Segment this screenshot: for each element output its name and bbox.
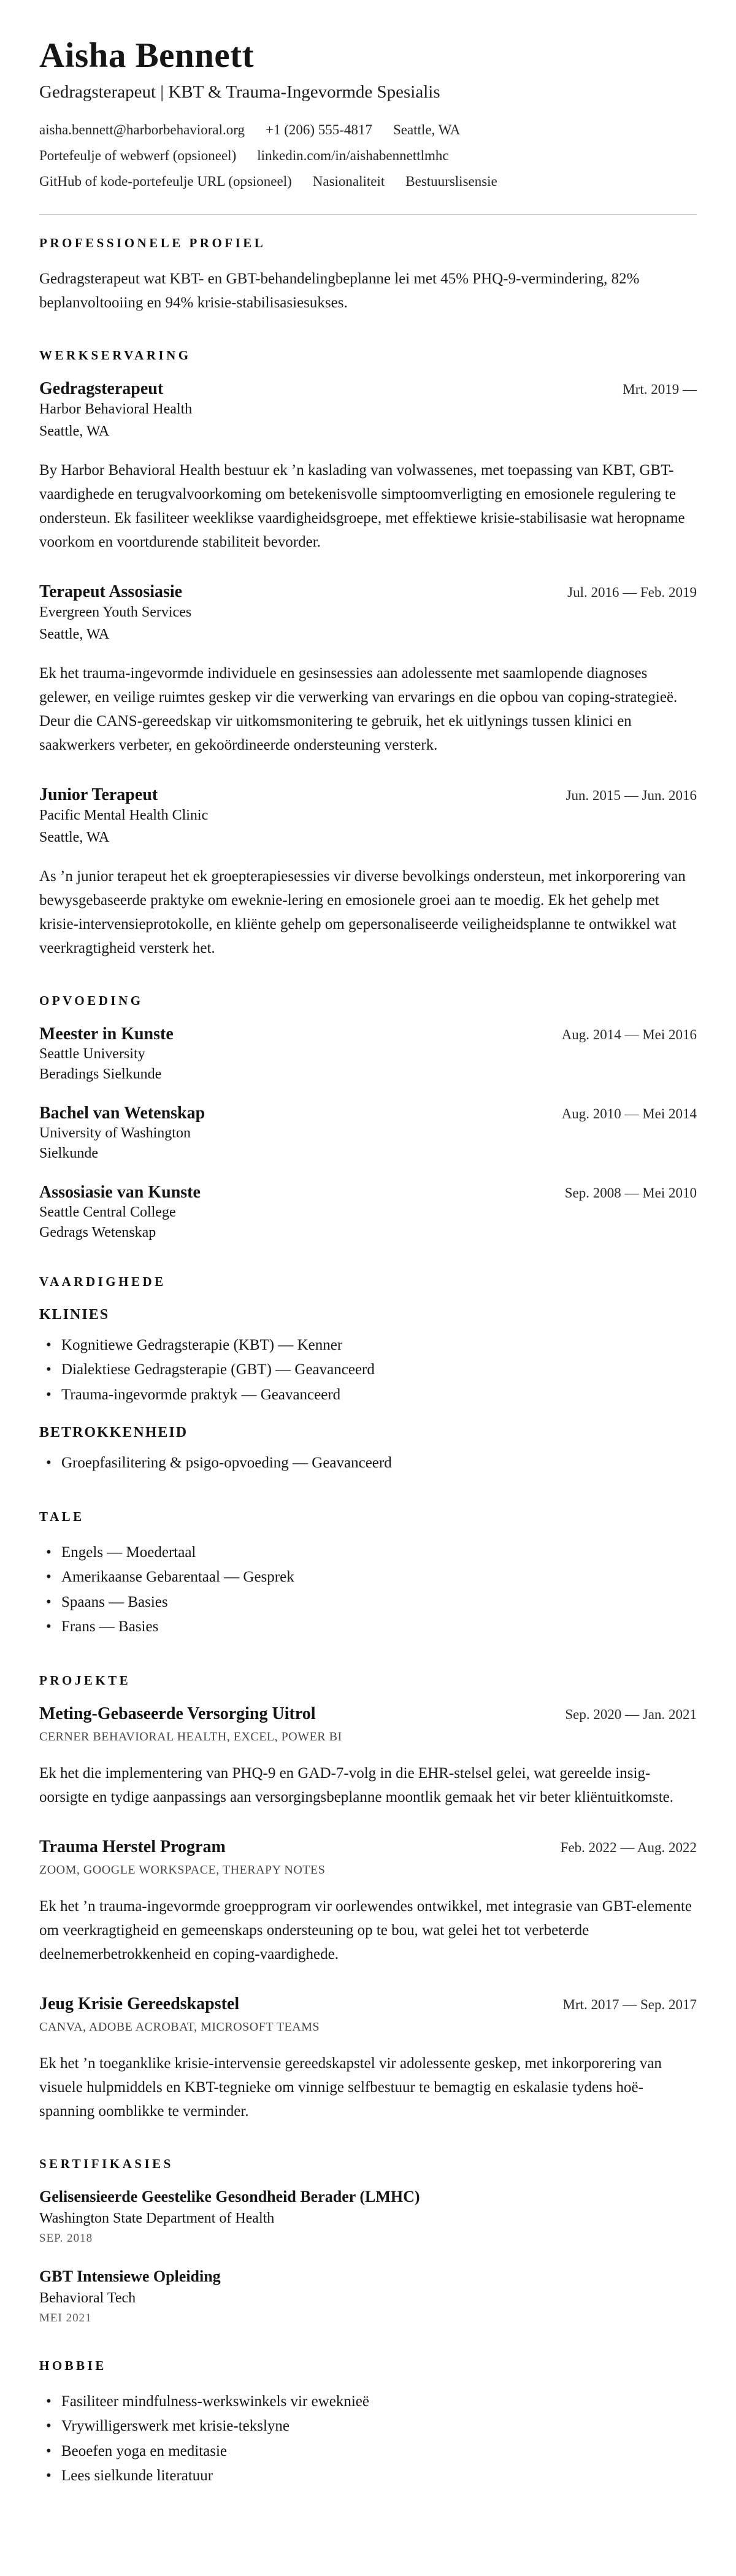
skill-list	[39, 1333, 697, 1408]
driving-license-text: Bestuurslisensie	[405, 173, 497, 189]
education-entry-head	[39, 1104, 697, 1123]
project-description: Ek het ’n trauma-ingevormde groepprogram vir oorlewendes ontwikkel, met integrasie van GBT-elemente om veerkragtigheid en gemeenskaps ondersteuning op te bou, wat gelei het tot verbeterde deelnemerbetrokkenheid en coping-vaardighede.	[39, 1897, 692, 1963]
education-entry-head	[39, 1183, 697, 1202]
job-company: Evergreen Youth Services	[39, 604, 192, 620]
list-item: • Amerikaanse Gebarentaal — Gesprek	[39, 1565, 697, 1590]
work-entry	[39, 582, 697, 757]
school-name: University of Washington	[39, 1125, 191, 1141]
job-company: Harbor Behavioral Health	[39, 401, 193, 417]
project-entry	[39, 1704, 697, 1809]
job-dates: Jul. 2016 — Feb. 2019	[567, 584, 697, 600]
education-entry	[39, 1183, 697, 1241]
list-item: • Frans — Basies	[39, 1615, 697, 1640]
work-entry	[39, 785, 697, 960]
candidate-name: Aisha Bennett	[39, 36, 255, 75]
profile-text: Gedragsterapeut wat KBT- en GBT-behandelingbeplanne lei met 45% PHQ-9-vermindering, 82% beplanvoltooiing en 94% krisie-stabilisasiesukses.	[39, 270, 640, 311]
skill-group-name: KLINIES	[39, 1306, 110, 1323]
list-item: • Kognitiewe Gedragsterapie (KBT) — Kenner	[39, 1333, 697, 1358]
certification-name: Gelisensieerde Geestelike Gesondheid Berader (LMHC)	[39, 2187, 420, 2205]
hobby-list	[39, 2390, 697, 2489]
degree-dates: Aug. 2014 — Mei 2016	[561, 1026, 697, 1042]
linkedin-link[interactable]: linkedin.com/in/aishabennettlmhc	[257, 147, 449, 163]
project-entry-head	[39, 1994, 697, 2014]
certifications-heading: SERTIFIKASIES	[39, 2156, 174, 2171]
section-skills	[39, 1274, 697, 1476]
job-dates: Mrt. 2019 —	[623, 381, 697, 397]
degree-dates: Sep. 2008 — Mei 2010	[564, 1185, 697, 1201]
contact-row-1	[39, 122, 697, 138]
job-description: As ’n junior terapeut het ek groepterapiesessies vir diverse bevolkings ondersteun, met inkorporering van bewysgebaseerde praktyke om eweknie-lering en emosionele groei aan te moedig. Ek het gehelp met krisie-intervensieprotokolle, en kliënte gehelp om gepersonaliseerde veiligheidsplanne te ontwikkel wat veerkragtigheid versterk het.	[39, 867, 686, 956]
work-heading: WERKSERVARING	[39, 347, 191, 363]
certification-issuer: Behavioral Tech	[39, 2290, 136, 2306]
job-title: Terapeut Assosiasie	[39, 582, 183, 601]
work-entry-head	[39, 582, 697, 602]
header-divider	[39, 214, 697, 215]
work-entry	[39, 379, 697, 554]
education-entry	[39, 1104, 697, 1162]
profile-heading: PROFESSIONELE PROFIEL	[39, 235, 266, 250]
field-of-study: Beradings Sielkunde	[39, 1066, 162, 1082]
field-of-study: Gedrags Wetenskap	[39, 1224, 156, 1240]
section-work	[39, 348, 697, 960]
section-hobbies	[39, 2358, 697, 2489]
list-item: • Spaans — Basies	[39, 1590, 697, 1615]
field-of-study: Sielkunde	[39, 1145, 98, 1161]
skill-group-name: BETROKKENHEID	[39, 1424, 188, 1441]
phone-link[interactable]: +1 (206) 555-4817	[265, 121, 372, 137]
project-dates: Sep. 2020 — Jan. 2021	[565, 1706, 697, 1722]
projects-heading: PROJEKTE	[39, 1672, 131, 1688]
nationality-text: Nasionaliteit	[312, 173, 385, 189]
list-item: • Beoefen yoga en meditasie	[39, 2439, 697, 2464]
skills-heading: VAARDIGHEDE	[39, 1274, 166, 1289]
candidate-title: Gedragsterapeut | KBT & Trauma-Ingevormde Spesialis	[39, 82, 440, 102]
degree-title: Meester in Kunste	[39, 1024, 174, 1044]
project-entry-head	[39, 1837, 697, 1857]
language-list	[39, 1540, 697, 1640]
project-description: Ek het ’n toeganklike krisie-intervensie gereedskapstel vir adolessente geskep, met inkorporering van visuele hulpmiddels en KBT-tegnieke om vinnige selfbestuur te bemagtig en eskalasie tydens hoë-spanning oomblikke te verminder.	[39, 2055, 662, 2120]
job-title: Gedragsterapeut	[39, 379, 164, 398]
hobbies-heading: HOBBIE	[39, 2358, 107, 2373]
project-dates: Feb. 2022 — Aug. 2022	[560, 1839, 697, 1855]
list-item: • Vrywilligerswerk met krisie-tekslyne	[39, 2414, 697, 2439]
list-item: • Trauma-ingevormde praktyk — Geavanceerd	[39, 1383, 697, 1408]
job-dates: Jun. 2015 — Jun. 2016	[565, 787, 697, 803]
section-education	[39, 993, 697, 1241]
project-title: Meting-Gebaseerde Versorging Uitrol	[39, 1704, 316, 1723]
skill-list	[39, 1451, 697, 1476]
certification-date: SEP. 2018	[39, 2231, 93, 2245]
portfolio-placeholder: Portefeulje of webwerf (opsioneel)	[39, 147, 237, 163]
degree-title: Bachel van Wetenskap	[39, 1103, 205, 1123]
job-location: Seattle, WA	[39, 626, 110, 642]
project-tools: CANVA, ADOBE ACROBAT, MICROSOFT TEAMS	[39, 2020, 320, 2034]
job-location: Seattle, WA	[39, 829, 110, 845]
project-entry-head	[39, 1704, 697, 1724]
work-entry-head	[39, 785, 697, 805]
list-item: • Engels — Moedertaal	[39, 1540, 697, 1566]
project-entry	[39, 1994, 697, 2123]
section-certifications	[39, 2156, 697, 2325]
education-entry	[39, 1025, 697, 1083]
job-description: By Harbor Behavioral Health bestuur ek ’n kaslading van volwassenes, met toepassing van KBT, GBT-vaardighede en terugvalvoorkoming om betekenisvolle simptoomverligting en emosionele regulering te ondersteun. Ek fasiliteer weeklikse vaardigheidsgroepe, met effektiewe krisie-stabilisasie wat heropname voorkom en voortdurende stabiliteit bevorder.	[39, 461, 685, 550]
languages-heading: TALE	[39, 1509, 85, 1524]
project-tools: ZOOM, GOOGLE WORKSPACE, THERAPY NOTES	[39, 1863, 326, 1877]
certification-entry	[39, 2188, 697, 2245]
project-title: Jeug Krisie Gereedskapstel	[39, 1994, 240, 2013]
certification-entry	[39, 2267, 697, 2325]
certification-issuer: Washington State Department of Health	[39, 2210, 275, 2226]
list-item: • Fasiliteer mindfulness-werkswinkels vir eweknieë	[39, 2390, 697, 2415]
email-link[interactable]: aisha.bennett@harborbehavioral.org	[39, 121, 245, 137]
location-text: Seattle, WA	[393, 121, 461, 137]
list-item: • Groepfasilitering & psigo-opvoeding — Geavanceerd	[39, 1451, 697, 1476]
section-languages	[39, 1509, 697, 1640]
degree-title: Assosiasie van Kunste	[39, 1182, 201, 1202]
contact-row-3	[39, 174, 697, 190]
section-profile	[39, 236, 697, 315]
job-title: Junior Terapeut	[39, 785, 158, 804]
education-heading: OPVOEDING	[39, 993, 144, 1008]
list-item: • Lees sielkunde literatuur	[39, 2464, 697, 2489]
job-location: Seattle, WA	[39, 423, 110, 439]
github-placeholder: GitHub of kode-portefeulje URL (opsioneel)	[39, 173, 292, 189]
degree-dates: Aug. 2010 — Mei 2014	[561, 1105, 697, 1121]
certification-date: MEI 2021	[39, 2311, 92, 2324]
project-title: Trauma Herstel Program	[39, 1837, 226, 1856]
project-entry	[39, 1837, 697, 1966]
school-name: Seattle Central College	[39, 1204, 176, 1220]
school-name: Seattle University	[39, 1045, 145, 1062]
contact-row-2	[39, 148, 697, 164]
project-dates: Mrt. 2017 — Sep. 2017	[562, 1996, 697, 2012]
certification-name: GBT Intensiewe Opleiding	[39, 2267, 221, 2285]
project-tools: CERNER BEHAVIORAL HEALTH, EXCEL, POWER BI	[39, 1729, 342, 1744]
resume-header	[39, 36, 697, 190]
education-entry-head	[39, 1025, 697, 1044]
job-company: Pacific Mental Health Clinic	[39, 807, 209, 823]
list-item: • Dialektiese Gedragsterapie (GBT) — Geavanceerd	[39, 1358, 697, 1383]
section-projects	[39, 1673, 697, 2123]
work-entry-head	[39, 379, 697, 399]
project-description: Ek het die implementering van PHQ-9 en GAD-7-volg in die EHR-stelsel gelei, wat gereelde insig-oorsigte en tydige aanpassings aan versorgingsbeplanne moontlik gemaak het vir beter kliëntuitkomste.	[39, 1764, 674, 1805]
job-description: Ek het trauma-ingevormde individuele en gesinsessies aan adolessente met saamlopende diagnoses gelewer, en veilige ruimtes geskep vir die verwerking van ervarings en die opbou van coping-strategieë. Deur die CANS-gereedskap vir uitkomsmonitering te gebruik, het ek uitlynings tussen klinici en saakwerkers verbeter, en gekoördineerde ondersteuning versterk.	[39, 664, 678, 753]
